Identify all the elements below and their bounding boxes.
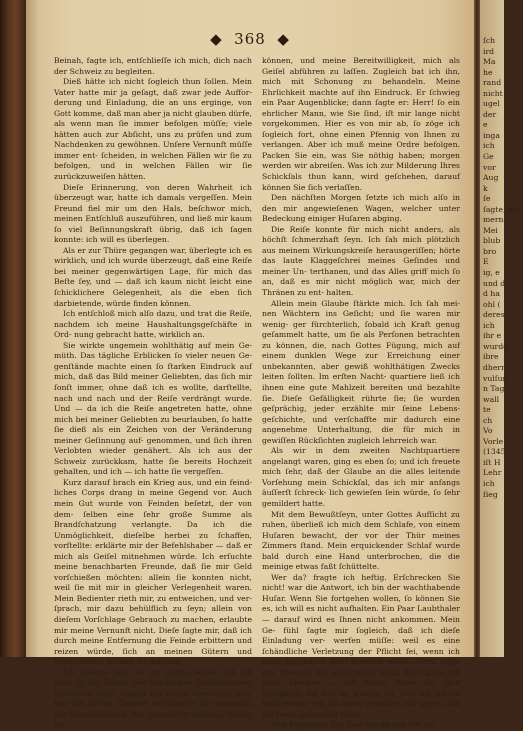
paragraph: Ich entſchloß mich alſo dazu, und trat die Reiſe, nachdem ich meine Haushaltungsgeſchäfte in Ord- nung gebracht hatte, wirklich an. (54, 309, 252, 340)
book-page (26, 0, 474, 730)
facing-page-fragment: Ge (483, 152, 494, 162)
paragraph: Als wir in dem zweiten Nachtquartiere angelangt waren, ging es eben ſo; und ich freuete mich ſehr, daß der Glaube an die alles leitende Vorſehung mein Schickſal, das ich mir anfangs äuſſerſt ſchreck- lich gewieſen ſein würde, ſo ſehr gemildert hatte. (262, 446, 460, 508)
facing-page-fragment: und d (483, 278, 506, 288)
facing-page-edge (480, 0, 520, 657)
book-binding-edge (0, 0, 26, 657)
facing-page-fragment: ſagte, ich (483, 204, 520, 214)
facing-page-fragment: ſieg (483, 489, 498, 499)
facing-page-fragment: e (483, 120, 488, 130)
facing-page-fragment: der (483, 109, 497, 119)
paragraph: Den folgenden Tag kam ich an den Ort an, (271, 720, 437, 730)
facing-page-fragment: n Tag (483, 384, 505, 394)
facing-page-fragment: blub (483, 236, 501, 246)
facing-page-fragment: d ha (483, 289, 500, 299)
facing-page-fragment: ibre (483, 352, 499, 362)
facing-page-fragment: wurde (483, 341, 508, 351)
right-text-column (262, 56, 460, 731)
facing-page-fragment: Ma (483, 57, 496, 67)
facing-page-fragment: (1345 (483, 447, 506, 457)
facing-page-fragment: ſe (483, 194, 491, 204)
facing-page-fragment: rand (483, 78, 502, 88)
facing-page-fragment: Vo (483, 426, 493, 436)
paragraph: Sie wirkte ungemein wohlthätig auf mein Ge- müth. Das tägliche Erblicken ſo vieler neuen Ge- genſtände machte einen ſo ſtarken Eindruck auf mich, daß das Bild meiner Geliebten, das ſich mir ſonſt immer, ohne daß ich es wollte, darſtellte, nach und nach und der Reiſe verdrängt wurde. Und — da ich die Reiſe angetreten hatte, ohne mich bei meiner Geliebten zu beurlauben, ſo hatte ſie dieß als ein Zeichen von der Veränderung meiner Geſinnung auf- genommen, und ſich ihren Verlobten wieder genähert. Als ich aus der Schweiz zurückkam, hatte ſie bereits Hochzeit gehalten, und ich — ich hatte ſie vergeſſen. (54, 340, 252, 477)
facing-page-fragment: deres (483, 310, 505, 320)
page-header (26, 30, 474, 48)
facing-page-fragment: vulſun (483, 373, 508, 383)
paragraph: Allein mein Glaube ſtärkte mich. Ich ſah mei- nen Wächtern ins Geſicht; und ſie waren mir wenig- ger fürchterlich, ſobald ich Kraft genug geſammelt hatte, um ſie als Perſonen betrachten zu können, die, nach Gottes Fügung, mich auf einem dunklen Wege zur Erreichung einer unbekannten, aber gewiß wohlthätigen Zwecks leiten ſollten. Im erſten Nacht- quartiere ließ ich ihnen eine gute Mahlzeit bereiten und bezahlte ſie. Dieſe Gefälligkeit rührte ſie; ſie wurden geſprächig, jeder erzählte mir ſeine Lebens- geſchichte, und verſchaffte mir dadurch eine angenehme Unterhaltung, die für mich in gewiſſen Rückſichten zugleich lehrreich war. (262, 298, 460, 445)
facing-page-fragment: nicht (483, 88, 503, 98)
paragraph: Wer da? fragte ich heftig. Erſchrecken Sie nicht! war die Antwort, ich bin der wachthabende Huſar. Wenn Sie fortgehen wollen, ſo können Sie es, ich will es nicht aufhalten. Ein Paar Laubthaler — darauf wird es Ihnen nicht ankommen. Mein Ge- fühl ſagte mir ſogleich, daß ich dieſe Einladung ver- werfen müſſe: weil es eine ſchändliche Verletzung der Pflicht ſei, wenn ich mein gegebenes Wort brechen wollte. Nein! ſagte ich, Freund! das geht nicht. Mein Wort kann ich nicht brechen — ich danke Ihnen für Ihre Willigkeit. Da trat er wieder ab, und ich ſchlief bald wieder ein, da mein Gewiſſen mir ſagte, daß ich recht gehandelt hätte. (262, 572, 460, 719)
facing-page-fragment: E (483, 257, 489, 267)
facing-page-fragment: ohl ( (483, 299, 501, 309)
facing-page-fragment: Mei (483, 225, 498, 235)
facing-page-fragment: ig, e (483, 268, 500, 278)
paragraph: Als er zur Thüre gegangen war, überlegte ich es wirklich, und ich wurde überzeugt, daß eine Reiſe bei meiner gegenwärtigen Lage, für mich das Beſte ſey, und — daß ich kaum nicht leicht eine ſchicklichere Gelegenheit, als die eben ſich darbietende, würde finden können. (54, 245, 252, 308)
facing-page-fragment: ch (483, 415, 493, 425)
paragraph: Kurz darauf brach ein Krieg aus, und ein feind- liches Corps drang in meine Gegend vor. Auch mein Gut wurde von Feinden beſetzt, der von dem- ſelben eine ſehr große Summe als Brandſchatzung verlangte. Da ich die Unmöglichkeit, dieſelbe herbei zu ſchaffen, vorſtellte: erklärte mir der Befehlshaber — daß er mich als Geiſel mitnehmen würde. Ich erſuchte meine benachbarten Freunde, daß ſie mir Geld vorſchießen möchten: allein ſie konnten nicht, weil ſie mit mir in gleicher Verlegenheit waren. Mein Bedienter rieth mir, zu entweichen, und ver- ſprach, mir dazu behülflich zu ſeyn; allein von dieſem Vorſchlage Gebrauch zu machen, erlaubte mir meine Vernunft nicht. Dieſe ſagte mir, daß ich durch meine Entfernung die Feinde erbittern und reizen würde, ſich an meinen Gütern und Unterthanen bezahlt zu machen. (54, 477, 252, 667)
facing-page-fragment: dhern (483, 362, 507, 372)
paragraph: Ich glaubte alſo, es ſey Gottes Wille, daß ich mich in die Hände des feindlichen Befehlshabers ausliefern ſolle. Sobald ich davon überzeugt war, trat ich in ſein Zimmer, verſicherte ihn nochmals die Unmöglichkeit, die geforderte Zahlung leiſten zu (54, 667, 252, 730)
facing-page-fragment: ihr e (483, 331, 502, 341)
facing-page-fragment: ſch (483, 36, 496, 45)
paragraph: Mit dem Bewußtſeyn, unter Gottes Aufſicht zu ruhen, überließ ich mich dem Schlafe, von einem Huſaren bewacht, der vor der Thür meines Zimmers ſtand. Mein erquickender Schlaf wurde bald durch eine Hand unterbrochen, die die meinige etwas faßt ſchüttelte. (262, 509, 460, 572)
facing-page-fragment: te (483, 405, 491, 415)
facing-page-fragment: Lehr (483, 468, 502, 478)
paragraph: können, und meine Bereitwilligkeit, mich als Geiſel abführen zu laſſen. Zugleich bat ich ihn, mich mit Schonung zu behandeln. Meine Ehrlichkeit machte auf ihn Eindruck. Er ſchwieg ein Paar Augenblicke; dann ſagte er: Herr! ſo ein ehrlicher Mann, wie Sie ſind, iſt mir lange nicht vorgekommen. Hier es von mir ab, ſo zöge ich ſogleich fort, ohne einen Pfennig von Ihnen zu verlangen. Aber ich muß meine Ordre befolgen. Packen Sie ein, was Sie nöthig haben; morgen werden wir abreiſen. Was ich zur Milderung Ihres Schickſals thun kann, wird geſchehen, darauf können Sie ſich verlaſſen. (262, 56, 460, 192)
facing-page-fragment: ich (483, 478, 495, 488)
facing-page-fragment: k (483, 183, 488, 193)
facing-page-fragment: Vorle (483, 436, 504, 446)
facing-page-fragment: ugel (483, 99, 500, 109)
facing-page-fragment: bro (483, 246, 497, 256)
page-number: 368 (234, 30, 266, 48)
paragraph: Dieß hätte ich nicht ſogleich thun ſollen. Mein Vater hatte mir ja geſagt, daß zwar jede Auffor- derung und Einladung, die an uns erginge, von Gott komme, daß man aber ja nicht glauben dürfe, als wenn man ſie immer befolgen müſſe; viele hätten auch zur Abſicht, uns zu prüfen und zum Nachdenken zu gewöhnen. Unſere Vernunft müſſe immer ent- ſcheiden, in welchen Fällen wir ſie zu befolgen, und in welchen Fällen wir ſie zurückzuweiſen hätten. (54, 77, 252, 182)
paragraph: Die Reiſe konnte für mich nicht anders, als höchſt ſchmerzhaft ſeyn. Ich ſah mich plötzlich aus meinem Wirkungskreiſe herausgeriſſen; hörte das laute Klaggeſchrei meines Geſindes und meiner Un- terthanen, und das Alles griff mich ſo an, daß es mir nicht möglich war, mich der Thränen zu ent- halten. (262, 224, 460, 298)
facing-page-fragment: Aug (483, 173, 499, 183)
facing-page-fragment: ird (483, 46, 495, 56)
header-ornament-right: ◆ (277, 30, 290, 48)
facing-page-fragment: ich (483, 320, 495, 330)
facing-page-fragment: ich (483, 141, 495, 151)
facing-page-fragment: he (483, 67, 493, 77)
facing-page-fragment: wall (483, 394, 500, 404)
paragraph: Dieſe Erinnerung, von deren Wahrheit ich überzeugt war, hatte ich damals vergeſſen. Mein Freund fiel mir um den Hals, beſchwor mich, meinen Entſchluß auszuführen, und ließ mir kaum ſo viel Beſinnungskraft übrig, daß ich ſagen konnte: ich will es überlegen. (54, 182, 252, 245)
paragraph: Beinah, fagte ich, entſchlieſſe ich mich, dich nach der Schweiz zu begleiten. (54, 56, 252, 76)
facing-page-fragments (483, 36, 523, 500)
facing-page-fragment: mern (483, 215, 504, 225)
facing-page-fragment: inga (483, 130, 500, 140)
header-ornament-left: ◆ (210, 30, 223, 48)
facing-page-fragment: iſt H (483, 457, 501, 467)
paragraph: Den nächſten Morgen ſetzte ich mich alſo in den mir angewieſenen Wagen, welcher unter Bedeckung einiger Huſaren abging. (262, 193, 460, 224)
facing-page-fragment: vor (483, 162, 496, 172)
left-text-column (54, 56, 252, 731)
